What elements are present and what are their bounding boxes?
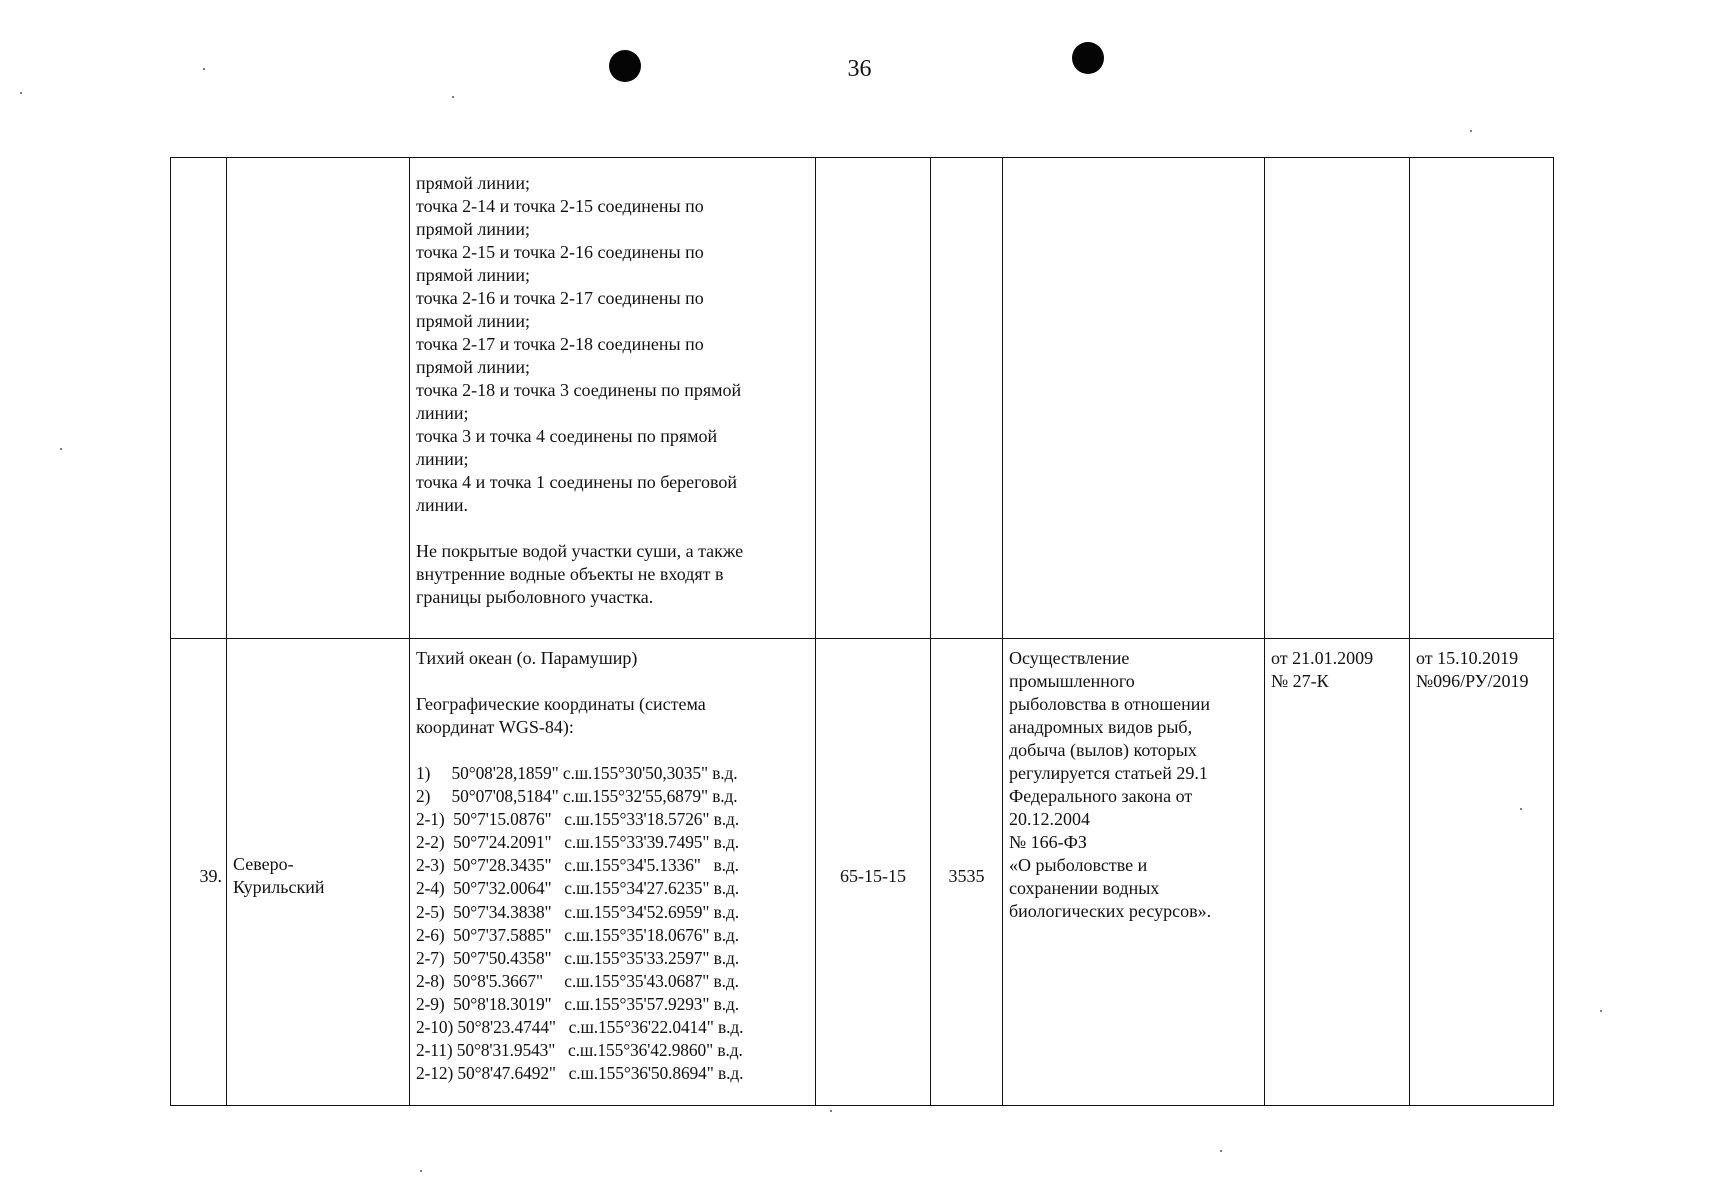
coordinate-row: 2-12) 50°8'47.6492" с.ш.155°36'50.8694" в.д. <box>416 1063 744 1084</box>
water-body: Тихий океан (о. Парамушир) <box>416 648 638 668</box>
scan-speck <box>420 1170 422 1172</box>
boundary-note <box>416 540 809 609</box>
purpose-text <box>1009 647 1258 923</box>
purpose-line: Осуществление <box>1009 648 1130 668</box>
boundary-line: прямой линии; <box>416 265 530 285</box>
agreement-line: от 15.10.2019 <box>1416 648 1519 668</box>
boundary-note-line: Не покрытые водой участки суши, а также <box>416 541 744 561</box>
boundary-line: точка 2-16 и точка 2-17 соединены по <box>416 288 704 308</box>
coordinate-row: 2-3) 50°7'28.3435" с.ш.155°34'5.1336" в.д. <box>416 855 739 876</box>
cell-location <box>410 639 816 1106</box>
cell-number-empty <box>171 158 227 639</box>
purpose-line: анадромных видов рыб, <box>1009 717 1193 737</box>
cell-decision <box>1265 639 1410 1106</box>
boundary-lines <box>416 172 809 517</box>
boundary-note-line: внутренние водные объекты не входят в <box>416 564 724 584</box>
coordinate-row: 2-4) 50°7'32.0064" с.ш.155°34'27.6235" в.д. <box>416 878 739 899</box>
cell-agreement <box>1410 639 1554 1106</box>
scan-speck <box>203 68 205 70</box>
cell-purpose <box>1003 639 1265 1106</box>
municipality-line: Северо- <box>233 854 294 874</box>
purpose-line: «О рыболовстве и <box>1009 855 1148 875</box>
boundary-line: точка 2-15 и точка 2-16 соединены по <box>416 242 704 262</box>
coordinate-row: 2-8) 50°8'5.3667" с.ш.155°35'43.0687" в.д. <box>416 970 739 991</box>
purpose-line: рыболовства в отношении <box>1009 694 1211 714</box>
scan-speck <box>1470 130 1472 132</box>
boundary-line: прямой линии; <box>416 357 530 377</box>
cell-municipality-empty <box>227 158 410 639</box>
scan-speck <box>452 96 454 98</box>
cell-area-empty <box>931 158 1003 639</box>
boundary-line: прямой линии; <box>416 219 530 239</box>
boundary-line: линии; <box>416 449 469 469</box>
coordinate-row: 2) 50°07'08,5184" с.ш.155°32'55,6879" в.д. <box>416 786 738 807</box>
cell-boundary-description <box>410 158 816 639</box>
cell-purpose-empty <box>1003 158 1265 639</box>
purpose-line: промышленного <box>1009 671 1135 691</box>
boundary-line: точка 2-18 и точка 3 соединены по прямой <box>416 380 742 400</box>
coords-header-line: координат WGS-84): <box>416 717 574 737</box>
cell-agreement-empty <box>1410 158 1554 639</box>
boundary-note-line: границы рыболовного участка. <box>416 587 654 607</box>
boundary-line: линии; <box>416 403 469 423</box>
boundary-line: точка 3 и точка 4 соединены по прямой <box>416 426 718 446</box>
boundary-line: прямой линии; <box>416 173 530 193</box>
coordinate-row: 2-11) 50°8'31.9543" с.ш.155°36'42.9860" в.д. <box>416 1040 743 1061</box>
coordinate-row: 2-2) 50°7'24.2091" с.ш.155°33'39.7495" в.д. <box>416 832 739 853</box>
purpose-line: сохранении водных <box>1009 878 1160 898</box>
fishing-area-table <box>170 157 1554 1106</box>
coordinate-row: 2-5) 50°7'34.3838" с.ш.155°34'52.6959" в.д. <box>416 901 739 922</box>
decision-text <box>1271 647 1403 693</box>
agreement-text <box>1416 647 1547 693</box>
cell-code: 65-15-15 <box>816 639 931 1106</box>
cell-area: 3535 <box>931 639 1003 1106</box>
boundary-line: точка 2-17 и точка 2-18 соединены по <box>416 334 704 354</box>
cell-entry-number: 39. <box>171 639 227 1106</box>
boundary-line: точка 2-14 и точка 2-15 соединены по <box>416 196 704 216</box>
scan-speck <box>830 1110 832 1112</box>
boundary-line: прямой линии; <box>416 311 530 331</box>
cell-decision-empty <box>1265 158 1410 639</box>
table-row-39 <box>171 639 1554 1106</box>
coordinate-row: 2-6) 50°7'37.5885" с.ш.155°35'18.0676" в.д. <box>416 924 739 945</box>
cell-municipality <box>227 639 410 1106</box>
boundary-line: точка 4 и точка 1 соединены по береговой <box>416 472 738 492</box>
scan-speck <box>20 92 22 94</box>
purpose-line: регулируется статьей 29.1 <box>1009 763 1208 783</box>
decision-line: от 21.01.2009 <box>1271 648 1374 668</box>
purpose-line: № 166-ФЗ <box>1009 832 1087 852</box>
purpose-line: Федерального закона от <box>1009 786 1193 806</box>
scan-speck <box>1600 1010 1602 1012</box>
purpose-line: добыча (вылов) которых <box>1009 740 1197 760</box>
coords-header-line: Географические координаты (система <box>416 694 706 714</box>
decision-line: № 27-К <box>1271 671 1329 691</box>
scan-speck <box>1220 1150 1222 1152</box>
purpose-line: биологических ресурсов». <box>1009 901 1212 921</box>
purpose-line: 20.12.2004 <box>1009 809 1090 829</box>
coordinate-row: 2-7) 50°7'50.4358" с.ш.155°35'33.2597" в.д. <box>416 947 739 968</box>
scan-speck <box>60 448 62 450</box>
municipality-line: Курильский <box>233 877 325 897</box>
coords-header <box>416 693 809 739</box>
scan-speck <box>1520 808 1522 810</box>
coordinate-row: 1) 50°08'28,1859" с.ш.155°30'50,3035" в.д. <box>416 763 738 783</box>
coordinate-row: 2-10) 50°8'23.4744" с.ш.155°36'22.0414" в.д. <box>416 1017 744 1038</box>
agreement-line: №096/РУ/2019 <box>1416 671 1529 691</box>
municipality-name <box>233 853 403 899</box>
coordinate-row: 2-1) 50°7'15.0876" с.ш.155°33'18.5726" в.д. <box>416 809 739 830</box>
page-number: 36 <box>847 56 872 82</box>
boundary-line: линии. <box>416 495 469 515</box>
table-row-continuation <box>171 158 1554 639</box>
coordinate-row: 2-9) 50°8'18.3019" с.ш.155°35'57.9293" в.д. <box>416 993 739 1014</box>
coordinates-list <box>416 762 809 1085</box>
cell-code-empty <box>816 158 931 639</box>
